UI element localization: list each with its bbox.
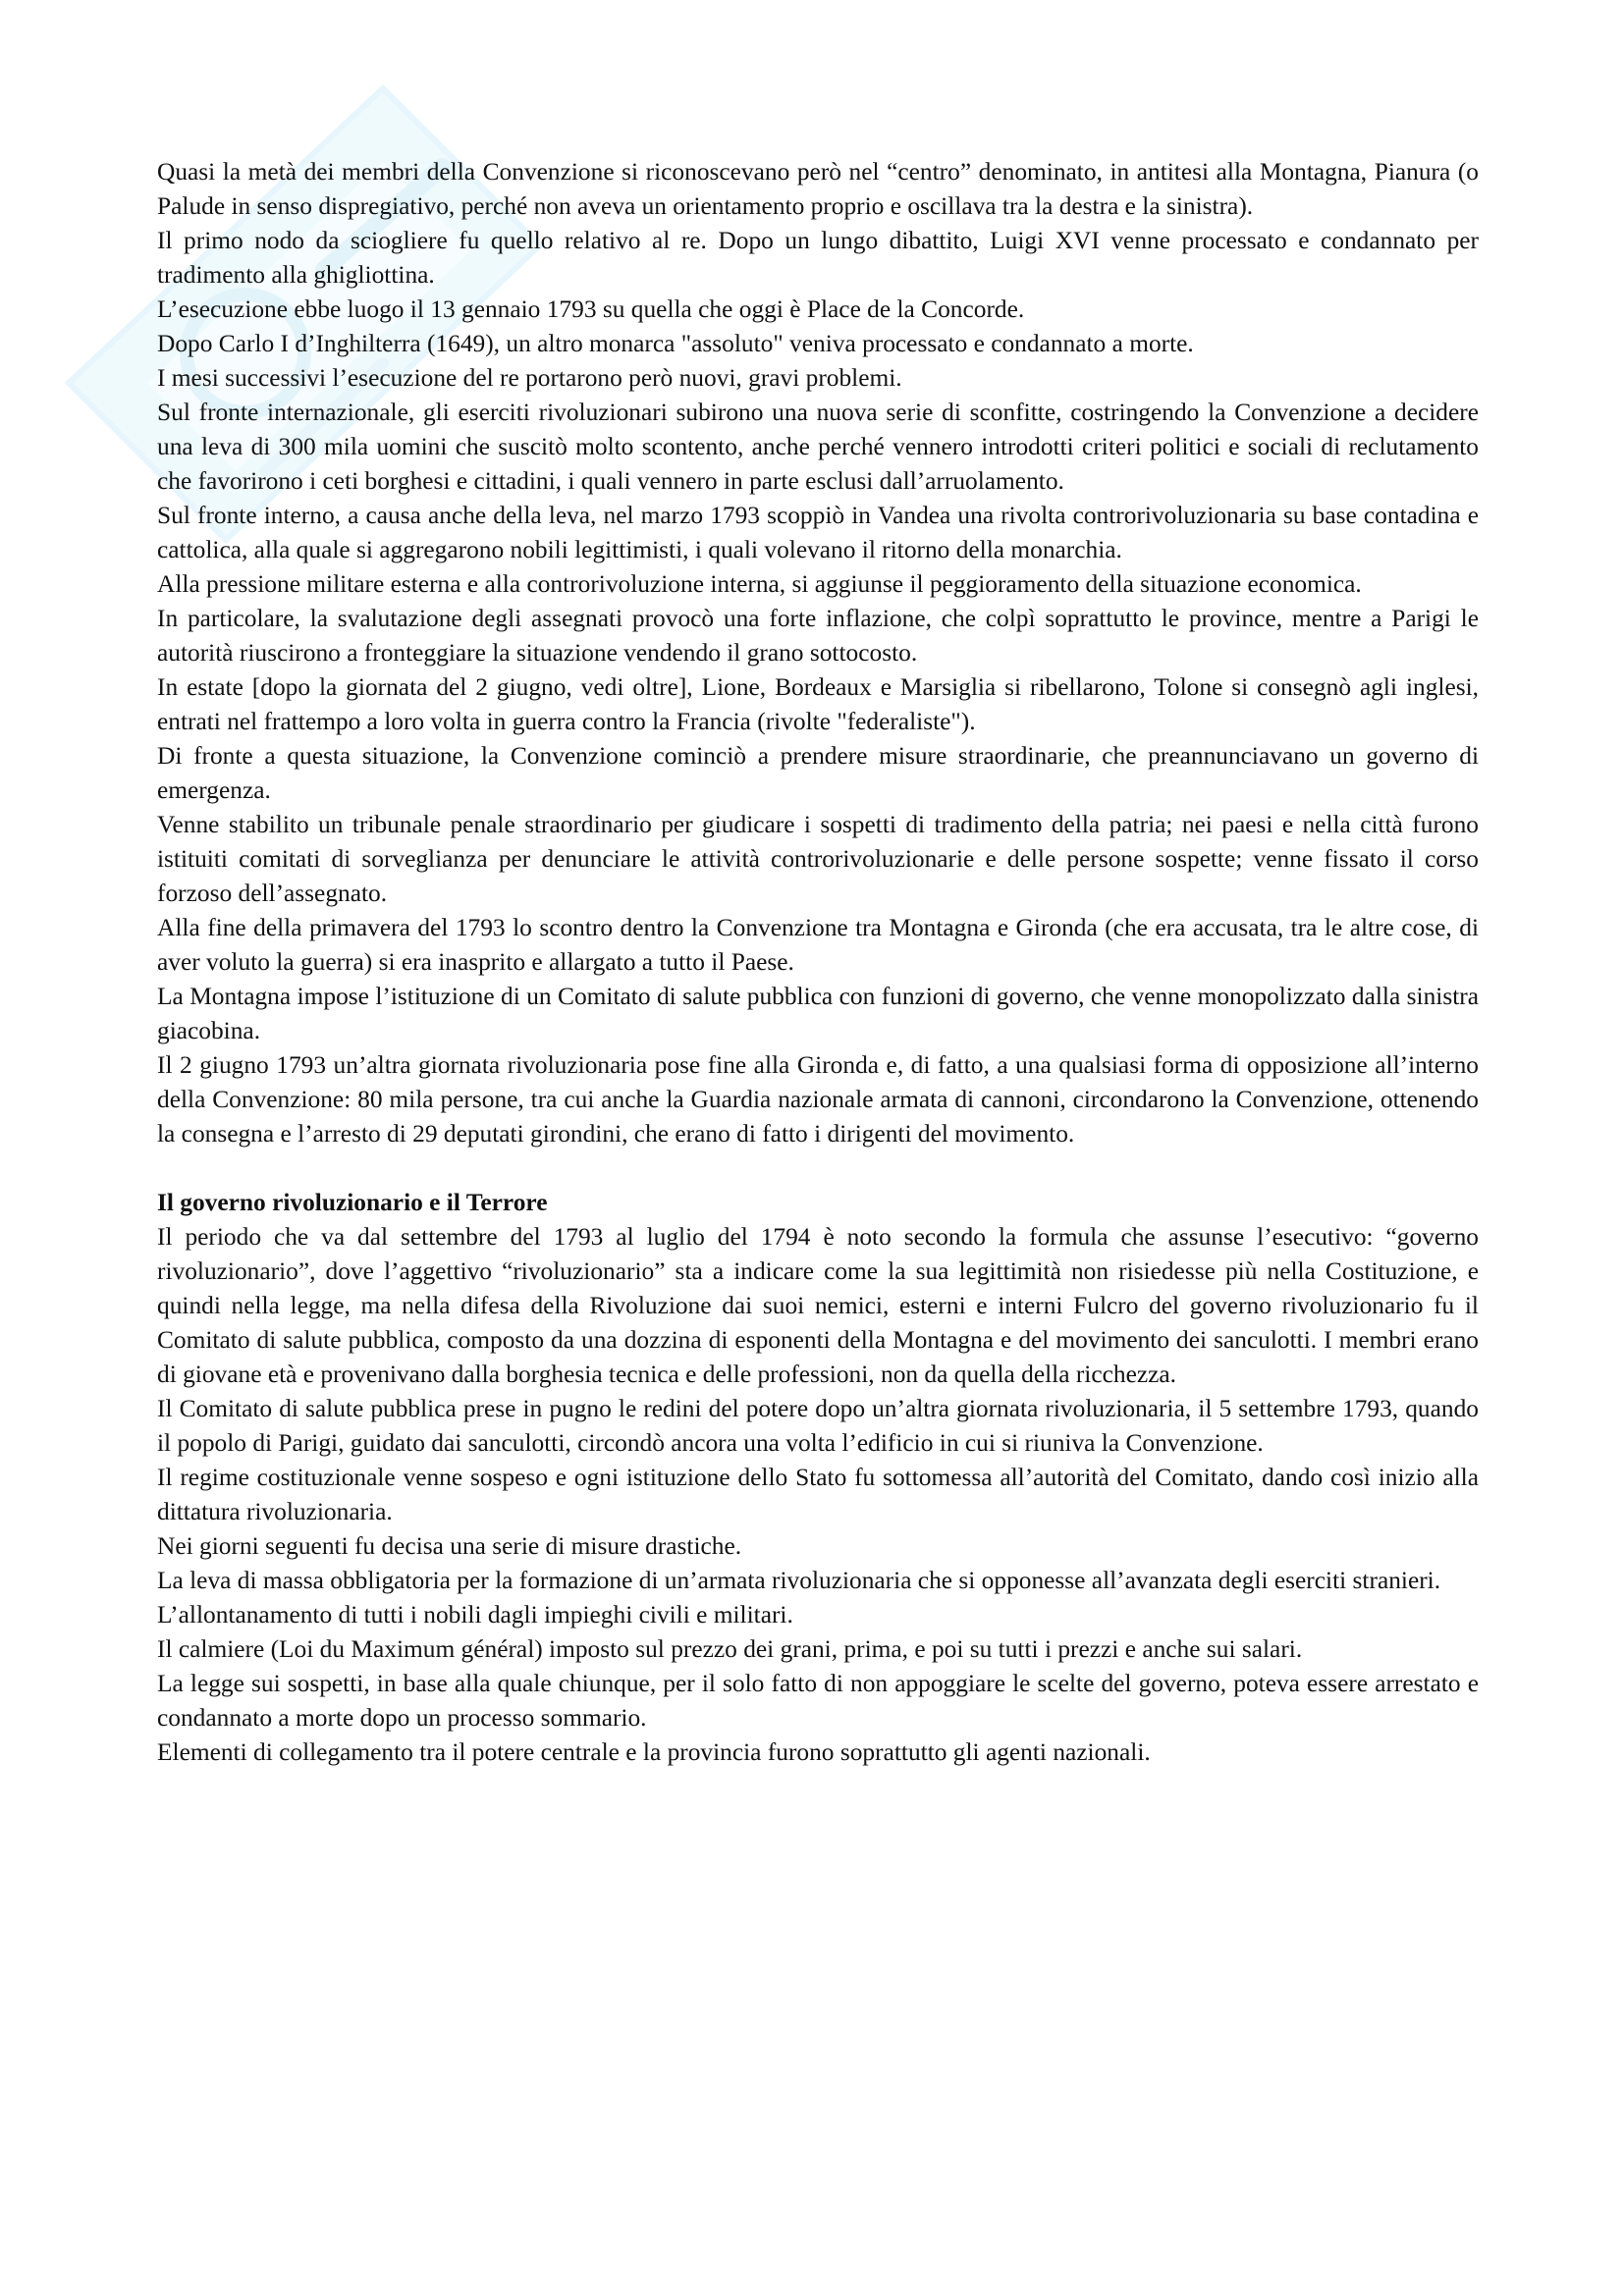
paragraph: Il periodo che va dal settembre del 1793 al luglio del 1794 è noto secondo la formula che assunse l’esecutivo: “governo rivoluzionario”, dove l’aggettivo “rivoluzionario” sta a indicare come la sua legittimità non risiedesse più nella Costituzione, e quindi nella legge, ma nella difesa della Rivoluzione dai suoi nemici, esterni e interni Fulcro del governo rivoluzionario fu il Comitato di salute pubblica, composto da una dozzina di esponenti della Montagna e del movimento dei sanculotti. I membri erano di giovane età e provenivano dalla borghesia tecnica e delle professioni, non da quella della ricchezza. [157,1223,1479,1388]
paragraph: Il regime costituzionale venne sospeso e ogni istituzione dello Stato fu sottomessa all’autorità del Comitato, dando così inizio alla dittatura rivoluzionaria. [157,1464,1479,1525]
section-heading: Il governo rivoluzionario e il Terrore [157,1189,548,1216]
document-body [157,155,1479,1770]
paragraph: Quasi la metà dei membri della Convenzione si riconoscevano però nel “centro” denominato, in antitesi alla Montagna, Pianura (o Palude in senso dispregiativo, perché non aveva un orientamento proprio e oscillava tra la destra e la sinistra). [157,158,1479,220]
paragraph: La leva di massa obbligatoria per la formazione di un’armata rivoluzionaria che si opponesse all’avanzata degli eserciti stranieri. [157,1567,1441,1594]
paragraph: La legge sui sospetti, in base alla quale chiunque, per il solo fatto di non appoggiare le scelte del governo, poteva essere arrestato e condannato a morte dopo un processo sommario. [157,1670,1479,1732]
paragraph: Il calmiere (Loi du Maximum général) imposto sul prezzo dei grani, prima, e poi su tutti i prezzi e anche sui salari. [157,1635,1303,1663]
paragraph: Dopo Carlo I d’Inghilterra (1649), un altro monarca "assoluto" veniva processato e condannato a morte. [157,330,1194,357]
paragraph: Il Comitato di salute pubblica prese in pugno le redini del potere dopo un’altra giornata rivoluzionaria, il 5 settembre 1793, quando il popolo di Parigi, guidato dai sanculotti, circondò ancora una volta l’edificio in cui si riuniva la Convenzione. [157,1395,1479,1457]
paragraph: L’esecuzione ebbe luogo il 13 gennaio 1793 su quella che oggi è Place de la Concorde. [157,295,1025,323]
section-spacer [157,1151,1479,1186]
paragraph: I mesi successivi l’esecuzione del re portarono però nuovi, gravi problemi. [157,364,902,392]
paragraph: L’allontanamento di tutti i nobili dagli impieghi civili e militari. [157,1601,793,1629]
paragraph: Sul fronte internazionale, gli eserciti rivoluzionari subirono una nuova serie di sconfitte, costringendo la Convenzione a decidere una leva di 300 mila uomini che suscitò molto scontento, anche perché vennero introdotti criteri politici e sociali di reclutamento che favorirono i ceti borghesi e cittadini, i quali vennero in parte esclusi dall’arruolamento. [157,399,1479,495]
paragraph: Sul fronte interno, a causa anche della leva, nel marzo 1793 scoppiò in Vandea una rivolta controrivoluzionaria su base contadina e cattolica, alla quale si aggregarono nobili legittimisti, i quali volevano il ritorno della monarchia. [157,502,1479,563]
paragraph: Nei giorni seguenti fu decisa una serie di misure drastiche. [157,1532,742,1560]
paragraph: Alla pressione militare esterna e alla controrivoluzione interna, si aggiunse il peggioramento della situazione economica. [157,570,1362,598]
paragraph: Venne stabilito un tribunale penale straordinario per giudicare i sospetti di tradimento della patria; nei paesi e nella città furono istituiti comitati di sorveglianza per denunciare le attività controrivoluzionarie e delle persone sospette; venne fissato il corso forzoso dell’assegnato. [157,811,1479,907]
paragraph: La Montagna impose l’istituzione di un Comitato di salute pubblica con funzioni di governo, che venne monopolizzato dalla sinistra giacobina. [157,983,1479,1044]
paragraph: Il 2 giugno 1793 un’altra giornata rivoluzionaria pose fine alla Gironda e, di fatto, a una qualsiasi forma di opposizione all’interno della Convenzione: 80 mila persone, tra cui anche la Guardia nazionale armata di cannoni, circondarono la Convenzione, ottenendo la consegna e l’arresto di 29 deputati girondini, che erano di fatto i dirigenti del movimento. [157,1051,1479,1148]
paragraph: Elementi di collegamento tra il potere centrale e la provincia furono soprattutto gli agenti nazionali. [157,1738,1151,1766]
paragraph: Alla fine della primavera del 1793 lo scontro dentro la Convenzione tra Montagna e Gironda (che era accusata, tra le altre cose, di aver voluto la guerra) si era inasprito e allargato a tutto il Paese. [157,914,1479,976]
paragraph: Di fronte a questa situazione, la Convenzione cominciò a prendere misure straordinarie, che preannunciavano un governo di emergenza. [157,742,1479,804]
paragraph: Il primo nodo da sciogliere fu quello relativo al re. Dopo un lungo dibattito, Luigi XVI venne processato e condannato per tradimento alla ghigliottina. [157,227,1479,289]
paragraph: In particolare, la svalutazione degli assegnati provocò una forte inflazione, che colpì soprattutto le province, mentre a Parigi le autorità riuscirono a fronteggiare la situazione vendendo il grano sottocosto. [157,605,1479,667]
paragraph: In estate [dopo la giornata del 2 giugno, vedi oltre], Lione, Bordeaux e Marsiglia si ribellarono, Tolone si consegnò agli inglesi, entrati nel frattempo a loro volta in guerra contro la Francia (rivolte "federaliste"). [157,673,1479,735]
